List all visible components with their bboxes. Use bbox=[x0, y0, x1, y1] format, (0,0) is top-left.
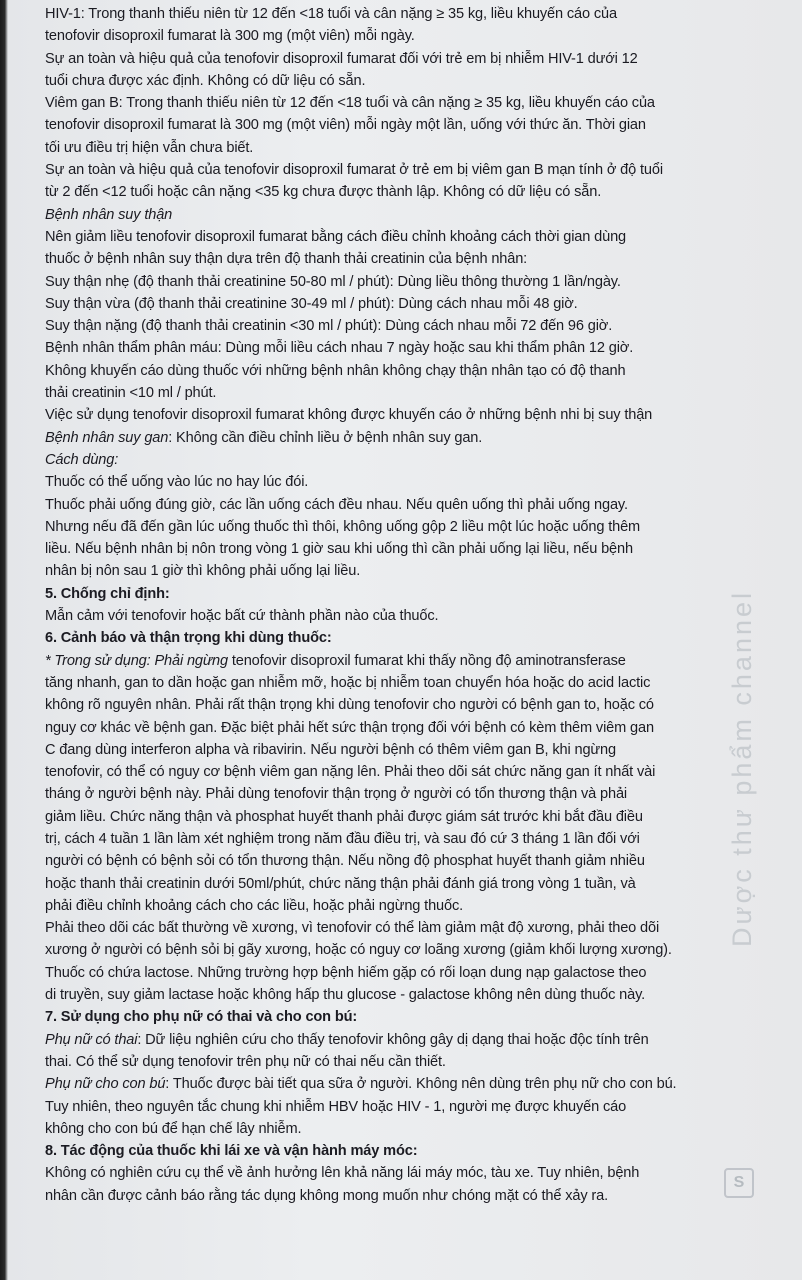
text-line bbox=[45, 560, 780, 582]
line-text: Tuy nhiên, theo nguyên tắc chung khi nhiễm HBV hoặc HIV - 1, người mẹ được khuyến cáo bbox=[45, 1098, 627, 1115]
text-line bbox=[45, 137, 780, 159]
line-text: Không khuyến cáo dùng thuốc với những bệnh nhân không chạy thận nhân tạo có độ thanh bbox=[45, 362, 626, 379]
section-heading bbox=[45, 627, 780, 649]
text-line bbox=[45, 114, 780, 136]
text-line bbox=[45, 159, 780, 181]
line-text: Bệnh nhân thẩm phân máu: Dùng mỗi liều cách nhau 7 ngày hoặc sau khi thẩm phân 12 giờ. bbox=[45, 340, 634, 357]
text-line bbox=[45, 1051, 780, 1073]
line-text: Suy thận nặng (độ thanh thải creatinin <30 ml / phút): Dùng cách nhau mỗi 72 đến 96 giờ. bbox=[45, 318, 613, 335]
text-line bbox=[45, 538, 780, 560]
line-text: không rõ nguyên nhân. Phải rất thận trọng khi dùng tenofovir cho người có bệnh gan to, hoặc có bbox=[45, 697, 654, 714]
section-heading bbox=[45, 583, 780, 605]
italic-label: Phụ nữ cho con bú bbox=[45, 1076, 166, 1093]
line-text: phải điều chỉnh khoảng cách cho các liều, hoặc phải ngừng thuốc. bbox=[45, 897, 464, 914]
watermark-logo-icon: S bbox=[724, 1168, 754, 1198]
text-line bbox=[45, 1185, 780, 1207]
text-line bbox=[45, 783, 780, 805]
text-line bbox=[45, 605, 780, 627]
text-line bbox=[45, 181, 780, 203]
text-line bbox=[45, 70, 780, 92]
text-line bbox=[45, 672, 780, 694]
line-text: thải creatinin <10 ml / phút. bbox=[45, 385, 217, 402]
line-text: : Dữ liệu nghiên cứu cho thấy tenofovir không gây dị dạng thai hoặc độc tính trên bbox=[137, 1031, 649, 1048]
line-text: di truyền, suy giảm lactase hoặc không hấp thu glucose - galactose không nên dùng thuốc này. bbox=[45, 987, 646, 1004]
text-line bbox=[45, 1029, 780, 1051]
text-line bbox=[45, 494, 780, 516]
line-text: Viêm gan B: Trong thanh thiếu niên từ 12 đến <18 tuổi và cân nặng ≥ 35 kg, liều khuyến cáo của bbox=[45, 95, 655, 112]
line-text: HIV-1: Trong thanh thiếu niên từ 12 đến <18 tuổi và cân nặng ≥ 35 kg, liều khuyến cáo của bbox=[45, 6, 617, 22]
line-text: thuốc ở bệnh nhân suy thận dựa trên độ thanh thải creatinin của bệnh nhân: bbox=[45, 251, 528, 268]
line-text: tenofovir disoproxil fumarat khi thấy nồng độ aminotransferase bbox=[227, 652, 626, 669]
line-text: Thuốc có chứa lactose. Những trường hợp bệnh hiếm gặp có rối loạn dung nạp galactose theo bbox=[45, 964, 647, 981]
italic-label: Bệnh nhân suy gan bbox=[45, 429, 169, 446]
text-line bbox=[45, 694, 780, 716]
line-text: Bệnh nhân suy thận bbox=[45, 206, 173, 223]
text-line bbox=[45, 516, 780, 538]
line-text: tenofovir disoproxil fumarat là 300 mg (một viên) mỗi ngày một lần, uống với thức ăn. Thời gian bbox=[45, 117, 646, 134]
text-line bbox=[45, 248, 780, 270]
section-heading bbox=[45, 1140, 780, 1162]
text-line bbox=[45, 92, 780, 114]
text-line bbox=[45, 761, 780, 783]
line-text: nguy cơ khác về bệnh gan. Đặc biệt phải hết sức thận trọng đối với bệnh có kèm thêm viêm gan bbox=[45, 719, 654, 736]
text-line bbox=[45, 895, 780, 917]
text-line bbox=[45, 1096, 780, 1118]
text-line bbox=[45, 360, 780, 382]
line-text: Việc sử dụng tenofovir disoproxil fumarat không được khuyến cáo ở những bệnh nhi bị suy thận bbox=[45, 407, 653, 424]
text-line bbox=[45, 226, 780, 248]
line-text: 8. Tác động của thuốc khi lái xe và vận hành máy móc: bbox=[45, 1143, 418, 1160]
text-line bbox=[45, 939, 780, 961]
document-text bbox=[45, 3, 780, 1207]
line-text: 6. Cảnh báo và thận trọng khi dùng thuốc: bbox=[45, 630, 332, 647]
text-line bbox=[45, 404, 780, 426]
text-line bbox=[45, 717, 780, 739]
line-text: Thuốc có thể uống vào lúc no hay lúc đói. bbox=[45, 474, 309, 491]
italic-label: Phụ nữ có thai bbox=[45, 1031, 138, 1048]
text-line bbox=[45, 382, 780, 404]
text-line bbox=[45, 739, 780, 761]
line-text: tăng nhanh, gan to dần hoặc gan nhiễm mỡ, hoặc bị nhiễm toan chuyển hóa hoặc do acid lactic bbox=[45, 674, 651, 691]
line-text: C đang dùng interferon alpha và ribavirin. Nếu người bệnh có thêm viêm gan B, khi ngừng bbox=[45, 741, 616, 758]
line-text: từ 2 đến <12 tuổi hoặc cân nặng <35 kg chưa được thành lập. Không có dữ liệu có sẵn. bbox=[45, 184, 602, 201]
line-text: tenofovir, có thể có nguy cơ bệnh viêm gan nặng lên. Phải theo dõi sát chức năng gan ít nhất vài bbox=[45, 764, 656, 781]
text-line bbox=[45, 204, 780, 226]
text-line bbox=[45, 917, 780, 939]
line-text: Không có nghiên cứu cụ thể về ảnh hưởng lên khả năng lái máy móc, tàu xe. Tuy nhiên, bệnh bbox=[45, 1165, 640, 1182]
text-line bbox=[45, 1073, 780, 1095]
line-text: : Thuốc được bài tiết qua sữa ở người. Không nên dùng trên phụ nữ cho con bú. bbox=[165, 1076, 677, 1093]
line-text: 5. Chống chỉ định: bbox=[45, 585, 170, 602]
text-line bbox=[45, 1118, 780, 1140]
line-text: tối ưu điều trị hiện vẫn chưa biết. bbox=[45, 139, 254, 156]
text-line bbox=[45, 293, 780, 315]
line-text: Phải theo dõi các bất thường về xương, vì tenofovir có thể làm giảm mật độ xương, phải theo dõi bbox=[45, 920, 660, 937]
line-text: người có bệnh có bệnh sỏi có tổn thương thận. Nếu nồng độ phosphat huyết thanh giảm nhiều bbox=[45, 853, 645, 870]
text-line bbox=[45, 850, 780, 872]
text-line bbox=[45, 984, 780, 1006]
text-line bbox=[45, 471, 780, 493]
text-line bbox=[45, 449, 780, 471]
line-text: liều. Nếu bệnh nhân bị nôn trong vòng 1 giờ sau khi uống thì cần phải uống lại liều, nếu bệnh bbox=[45, 541, 633, 558]
watermark-text: Dược thư phẩm channel bbox=[727, 590, 757, 947]
line-text: tenofovir disoproxil fumarat là 300 mg (một viên) mỗi ngày. bbox=[45, 28, 415, 45]
text-line bbox=[45, 962, 780, 984]
line-text: 7. Sử dụng cho phụ nữ có thai và cho con bú: bbox=[45, 1009, 358, 1026]
line-text: thai. Có thể sử dụng tenofovir trên phụ nữ có thai nếu cần thiết. bbox=[45, 1053, 446, 1070]
line-text: Sự an toàn và hiệu quả của tenofovir disoproxil fumarat ở trẻ em bị viêm gan B mạn tính ở độ tuổi bbox=[45, 162, 663, 179]
line-text: Cách dùng: bbox=[45, 451, 119, 468]
line-text: Sự an toàn và hiệu quả của tenofovir disoproxil fumarat đối với trẻ em bị nhiễm HIV-1 dưới 12 bbox=[45, 50, 638, 67]
line-text: Nhưng nếu đã đến gần lúc uống thuốc thì thôi, không uống gộp 2 liều một lúc hoặc uống thêm bbox=[45, 518, 641, 535]
line-text: không cho con bú để hạn chế lây nhiễm. bbox=[45, 1120, 302, 1137]
text-line bbox=[45, 873, 780, 895]
text-line bbox=[45, 806, 780, 828]
text-line bbox=[45, 3, 780, 25]
text-line bbox=[45, 271, 780, 293]
text-line bbox=[45, 315, 780, 337]
line-text: : Không cần điều chỉnh liều ở bệnh nhân suy gan. bbox=[168, 429, 483, 446]
line-text: tuổi chưa được xác định. Không có dữ liệu có sẵn. bbox=[45, 72, 366, 89]
text-line bbox=[45, 427, 780, 449]
text-line bbox=[45, 25, 780, 47]
line-text: nhân cần được cảnh báo rằng tác dụng không mong muốn như chóng mặt có thể xảy ra. bbox=[45, 1187, 608, 1204]
line-text: Suy thận vừa (độ thanh thải creatinine 30-49 ml / phút): Dùng cách nhau mỗi 48 giờ. bbox=[45, 295, 578, 312]
italic-label: * Trong sử dụng: Phải ngừng bbox=[45, 652, 228, 669]
line-text: nhân bị nôn sau 1 giờ thì không phải uống lại liều. bbox=[45, 563, 361, 580]
line-text: Thuốc phải uống đúng giờ, các lần uống cách đều nhau. Nếu quên uống thì phải uống ngay. bbox=[45, 496, 628, 513]
text-line bbox=[45, 48, 780, 70]
line-text: giảm liều. Chức năng thận và phosphat huyết thanh phải được giám sát trước khi bắt đầu điều bbox=[45, 808, 643, 825]
line-text: trị, cách 4 tuần 1 lần làm xét nghiệm trong năm đầu điều trị, và sau đó cứ 3 tháng 1 lần đối với bbox=[45, 830, 640, 847]
text-line bbox=[45, 337, 780, 359]
text-line bbox=[45, 1162, 780, 1184]
text-line bbox=[45, 650, 780, 672]
line-text: hoặc thanh thải creatinin dưới 50ml/phút, chức năng thận phải đánh giá trong vòng 1 tuần, và bbox=[45, 875, 636, 892]
section-heading bbox=[45, 1006, 780, 1028]
text-line bbox=[45, 828, 780, 850]
line-text: Mẫn cảm với tenofovir hoặc bất cứ thành phần nào của thuốc. bbox=[45, 608, 439, 625]
line-text: xương ở người có bệnh sỏi bị gãy xương, hoặc có nguy cơ loãng xương (giảm khối lượng xương). bbox=[45, 942, 672, 959]
line-text: Nên giảm liều tenofovir disoproxil fumarat bằng cách điều chỉnh khoảng cách thời gian dùng bbox=[45, 228, 626, 245]
line-text: tháng ở người bệnh này. Phải dùng tenofovir thận trọng ở người có tổn thương thận và phải bbox=[45, 786, 628, 803]
line-text: Suy thận nhẹ (độ thanh thải creatinine 50-80 ml / phút): Dùng liều thông thường 1 lần/ngày. bbox=[45, 273, 621, 290]
page-edge-shadow bbox=[0, 0, 8, 1280]
